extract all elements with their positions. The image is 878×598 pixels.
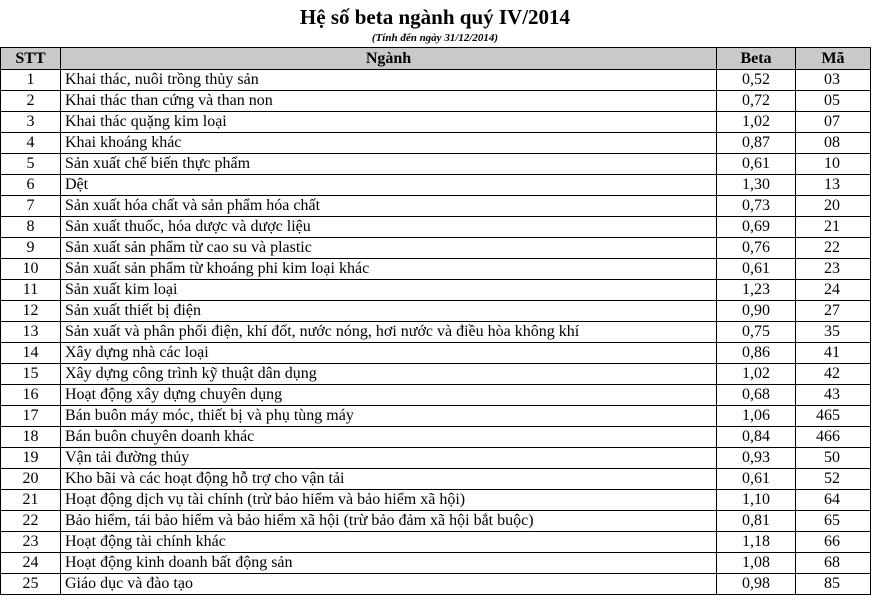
row-code: 22 xyxy=(796,238,871,259)
row-beta: 1,02 xyxy=(717,112,796,133)
table-row xyxy=(1,301,871,322)
row-beta: 0,61 xyxy=(717,469,796,490)
table-body xyxy=(1,70,871,595)
table-row xyxy=(1,532,871,553)
row-number: 6 xyxy=(1,175,61,196)
row-code: 05 xyxy=(796,91,871,112)
row-beta: 0,76 xyxy=(717,238,796,259)
table-row xyxy=(1,448,871,469)
row-beta: 0,52 xyxy=(717,70,796,91)
row-code: 466 xyxy=(796,427,871,448)
table-row xyxy=(1,385,871,406)
row-code: 65 xyxy=(796,511,871,532)
row-beta: 1,08 xyxy=(717,553,796,574)
row-code: 52 xyxy=(796,469,871,490)
page-title: Hệ số beta ngành quý IV/2014 xyxy=(299,5,571,29)
table-row xyxy=(1,70,871,91)
row-industry: Sản xuất chế biến thực phẩm xyxy=(61,154,717,175)
row-beta: 0,81 xyxy=(717,511,796,532)
row-code: 66 xyxy=(796,532,871,553)
row-beta: 1,02 xyxy=(717,364,796,385)
row-code: 35 xyxy=(796,322,871,343)
row-number: 1 xyxy=(1,70,61,91)
row-number: 8 xyxy=(1,217,61,238)
row-beta: 0,61 xyxy=(717,154,796,175)
table-row xyxy=(1,343,871,364)
row-number: 9 xyxy=(1,238,61,259)
table-row xyxy=(1,490,871,511)
row-code: 85 xyxy=(796,574,871,595)
row-number: 19 xyxy=(1,448,61,469)
row-beta: 0,87 xyxy=(717,133,796,154)
row-number: 12 xyxy=(1,301,61,322)
row-code: 64 xyxy=(796,490,871,511)
row-code: 08 xyxy=(796,133,871,154)
table-row xyxy=(1,553,871,574)
row-industry: Sản xuất thiết bị điện xyxy=(61,301,717,322)
row-industry: Hoạt động kinh doanh bất động sản xyxy=(61,553,717,574)
table-row xyxy=(1,511,871,532)
row-code: 43 xyxy=(796,385,871,406)
table-row xyxy=(1,280,871,301)
table-row xyxy=(1,259,871,280)
row-number: 25 xyxy=(1,574,61,595)
row-number: 17 xyxy=(1,406,61,427)
row-beta: 0,69 xyxy=(717,217,796,238)
row-beta: 1,30 xyxy=(717,175,796,196)
row-industry: Bán buôn chuyên doanh khác xyxy=(61,427,717,448)
table-row xyxy=(1,574,871,595)
page-subtitle: (Tính đến ngày 31/12/2014) xyxy=(371,32,499,44)
row-industry: Sản xuất thuốc, hóa dược và dược liệu xyxy=(61,217,717,238)
row-beta: 1,06 xyxy=(717,406,796,427)
row-number: 16 xyxy=(1,385,61,406)
row-beta: 1,23 xyxy=(717,280,796,301)
row-industry: Bán buôn máy móc, thiết bị và phụ tùng máy xyxy=(61,406,717,427)
row-number: 15 xyxy=(1,364,61,385)
row-industry: Hoạt động tài chính khác xyxy=(61,532,717,553)
row-number: 13 xyxy=(1,322,61,343)
row-number: 18 xyxy=(1,427,61,448)
row-industry: Sản xuất và phân phối điện, khí đốt, nước nóng, hơi nước và điều hòa không khí xyxy=(61,322,717,343)
beta-table xyxy=(0,47,871,595)
row-number: 5 xyxy=(1,154,61,175)
row-industry: Khai thác, nuôi trồng thủy sản xyxy=(61,70,717,91)
row-code: 68 xyxy=(796,553,871,574)
row-beta: 1,10 xyxy=(717,490,796,511)
row-code: 24 xyxy=(796,280,871,301)
row-industry: Kho bãi và các hoạt động hỗ trợ cho vận tải xyxy=(61,469,717,490)
header-beta: Beta xyxy=(717,48,796,70)
row-industry: Sản xuất hóa chất và sản phẩm hóa chất xyxy=(61,196,717,217)
row-beta: 0,73 xyxy=(717,196,796,217)
table-row xyxy=(1,112,871,133)
row-number: 11 xyxy=(1,280,61,301)
table-row xyxy=(1,175,871,196)
row-beta: 0,68 xyxy=(717,385,796,406)
row-industry: Dệt xyxy=(61,175,717,196)
row-beta: 1,18 xyxy=(717,532,796,553)
row-industry: Hoạt động xây dựng chuyên dụng xyxy=(61,385,717,406)
row-beta: 0,75 xyxy=(717,322,796,343)
row-code: 50 xyxy=(796,448,871,469)
table-row xyxy=(1,196,871,217)
row-beta: 0,61 xyxy=(717,259,796,280)
row-industry: Khai thác than cứng và than non xyxy=(61,91,717,112)
row-industry: Hoạt động dịch vụ tài chính (trừ bảo hiểm và bảo hiểm xã hội) xyxy=(61,490,717,511)
table-row xyxy=(1,364,871,385)
table-row xyxy=(1,154,871,175)
row-code: 42 xyxy=(796,364,871,385)
row-number: 20 xyxy=(1,469,61,490)
row-number: 4 xyxy=(1,133,61,154)
header-industry: Ngành xyxy=(61,48,717,70)
row-industry: Vận tải đường thủy xyxy=(61,448,717,469)
row-industry: Xây dựng công trình kỹ thuật dân dụng xyxy=(61,364,717,385)
row-code: 23 xyxy=(796,259,871,280)
table-row xyxy=(1,133,871,154)
row-code: 20 xyxy=(796,196,871,217)
row-code: 10 xyxy=(796,154,871,175)
row-code: 27 xyxy=(796,301,871,322)
table-row xyxy=(1,469,871,490)
row-number: 3 xyxy=(1,112,61,133)
header-stt: STT xyxy=(1,48,61,70)
row-industry: Khai khoáng khác xyxy=(61,133,717,154)
row-code: 465 xyxy=(796,406,871,427)
row-number: 7 xyxy=(1,196,61,217)
row-code: 07 xyxy=(796,112,871,133)
row-beta: 0,72 xyxy=(717,91,796,112)
row-industry: Bảo hiểm, tái bảo hiểm và bảo hiểm xã hội (trừ bảo đảm xã hội bắt buộc) xyxy=(61,511,717,532)
table-header-row xyxy=(1,48,871,70)
row-industry: Khai thác quặng kim loại xyxy=(61,112,717,133)
row-industry: Sản xuất sản phẩm từ khoáng phi kim loại khác xyxy=(61,259,717,280)
row-industry: Sản xuất sản phẩm từ cao su và plastic xyxy=(61,238,717,259)
table-row xyxy=(1,427,871,448)
row-code: 13 xyxy=(796,175,871,196)
table-row xyxy=(1,238,871,259)
row-code: 21 xyxy=(796,217,871,238)
row-number: 21 xyxy=(1,490,61,511)
header-code: Mã xyxy=(796,48,871,70)
row-number: 14 xyxy=(1,343,61,364)
row-code: 41 xyxy=(796,343,871,364)
table-row xyxy=(1,217,871,238)
table-row xyxy=(1,91,871,112)
row-industry: Sản xuất kim loại xyxy=(61,280,717,301)
table-row xyxy=(1,406,871,427)
row-number: 23 xyxy=(1,532,61,553)
row-beta: 0,84 xyxy=(717,427,796,448)
table-row xyxy=(1,322,871,343)
row-beta: 0,93 xyxy=(717,448,796,469)
row-industry: Xây dựng nhà các loại xyxy=(61,343,717,364)
row-beta: 0,98 xyxy=(717,574,796,595)
row-number: 2 xyxy=(1,91,61,112)
row-beta: 0,90 xyxy=(717,301,796,322)
row-number: 10 xyxy=(1,259,61,280)
row-beta: 0,86 xyxy=(717,343,796,364)
row-number: 24 xyxy=(1,553,61,574)
row-number: 22 xyxy=(1,511,61,532)
row-code: 03 xyxy=(796,70,871,91)
row-industry: Giáo dục và đào tạo xyxy=(61,574,717,595)
